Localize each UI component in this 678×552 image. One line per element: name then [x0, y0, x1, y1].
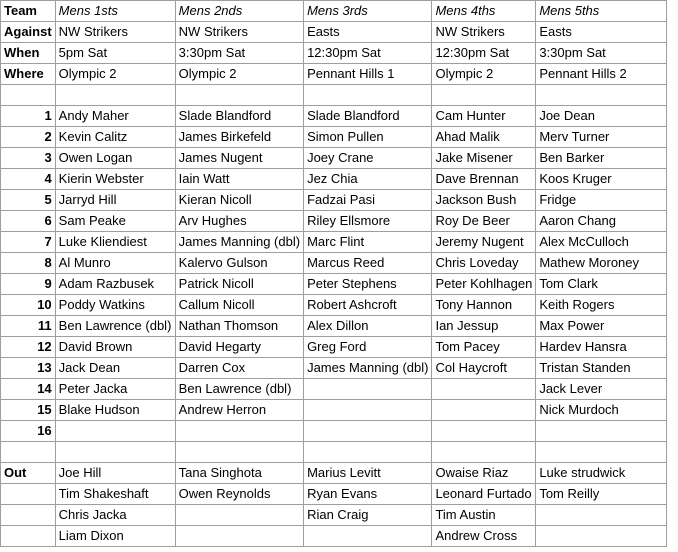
out-row [1, 526, 667, 547]
roster-row [1, 295, 667, 316]
empty-cell[interactable] [432, 442, 536, 463]
player-cell[interactable] [175, 421, 303, 442]
roster-row [1, 421, 667, 442]
player-cell[interactable]: Greg Ford [304, 337, 432, 358]
player-cell[interactable]: Iain Watt [175, 169, 303, 190]
out-player-cell[interactable]: Tim Austin [432, 505, 536, 526]
player-number-cell[interactable]: 4 [1, 169, 56, 190]
player-cell[interactable]: Slade Blandford [304, 106, 432, 127]
player-number-cell[interactable]: 14 [1, 379, 56, 400]
when-cell[interactable]: 12:30pm Sat [432, 43, 536, 64]
player-cell[interactable]: Joe Dean [536, 106, 667, 127]
out-player-cell[interactable] [536, 526, 667, 547]
out-player-cell[interactable] [175, 526, 303, 547]
where-cell[interactable]: Olympic 2 [175, 64, 303, 85]
empty-cell[interactable] [304, 85, 432, 106]
roster-row [1, 379, 667, 400]
out-player-cell[interactable]: Andrew Cross [432, 526, 536, 547]
roster-row [1, 148, 667, 169]
player-cell[interactable]: Nick Murdoch [536, 400, 667, 421]
when-cell[interactable]: 5pm Sat [55, 43, 175, 64]
player-cell[interactable] [304, 379, 432, 400]
empty-cell[interactable] [55, 442, 175, 463]
out-player-cell[interactable]: Owaise Riaz [432, 463, 536, 484]
where-label-cell[interactable]: Where [1, 64, 56, 85]
player-cell[interactable]: Marcus Reed [304, 253, 432, 274]
player-cell[interactable] [432, 400, 536, 421]
player-cell[interactable]: Jack Lever [536, 379, 667, 400]
player-cell[interactable]: Jez Chia [304, 169, 432, 190]
player-number-cell[interactable]: 11 [1, 316, 56, 337]
player-cell[interactable]: Merv Turner [536, 127, 667, 148]
roster-row [1, 127, 667, 148]
player-cell[interactable]: Mathew Moroney [536, 253, 667, 274]
player-cell[interactable]: Aaron Chang [536, 211, 667, 232]
player-cell[interactable]: Luke Kliendiest [55, 232, 175, 253]
when-label-cell[interactable]: When [1, 43, 56, 64]
out-player-cell[interactable] [175, 505, 303, 526]
team-label-cell[interactable]: Team [1, 1, 56, 22]
blank-row [1, 442, 667, 463]
player-cell[interactable]: Ben Lawrence (dbl) [175, 379, 303, 400]
out-row [1, 484, 667, 505]
roster-row [1, 274, 667, 295]
player-cell[interactable]: Blake Hudson [55, 400, 175, 421]
player-cell[interactable]: Peter Kohlhagen [432, 274, 536, 295]
roster-row [1, 169, 667, 190]
empty-cell[interactable] [1, 442, 56, 463]
player-cell[interactable]: Callum Nicoll [175, 295, 303, 316]
player-cell[interactable]: Slade Blandford [175, 106, 303, 127]
roster-row [1, 190, 667, 211]
empty-cell[interactable] [432, 85, 536, 106]
player-cell[interactable]: James Manning (dbl) [304, 358, 432, 379]
player-cell[interactable]: James Nugent [175, 148, 303, 169]
player-number-cell[interactable]: 8 [1, 253, 56, 274]
player-cell[interactable]: Robert Ashcroft [304, 295, 432, 316]
against-label-cell[interactable]: Against [1, 22, 56, 43]
where-cell[interactable]: Pennant Hills 2 [536, 64, 667, 85]
roster-row [1, 211, 667, 232]
empty-cell[interactable] [1, 526, 56, 547]
player-cell[interactable]: David Hegarty [175, 337, 303, 358]
when-row [1, 43, 667, 64]
player-number-cell[interactable]: 5 [1, 190, 56, 211]
player-number-cell[interactable]: 7 [1, 232, 56, 253]
where-cell[interactable]: Olympic 2 [432, 64, 536, 85]
player-cell[interactable] [304, 421, 432, 442]
out-label-cell[interactable]: Out [1, 463, 56, 484]
out-player-cell[interactable]: Chris Jacka [55, 505, 175, 526]
empty-cell[interactable] [536, 85, 667, 106]
player-cell[interactable] [55, 421, 175, 442]
player-cell[interactable]: Ahad Malik [432, 127, 536, 148]
when-cell[interactable]: 3:30pm Sat [536, 43, 667, 64]
roster-row [1, 316, 667, 337]
player-cell[interactable]: Jake Misener [432, 148, 536, 169]
against-cell[interactable]: Easts [304, 22, 432, 43]
player-cell[interactable]: Kieran Nicoll [175, 190, 303, 211]
player-cell[interactable]: James Manning (dbl) [175, 232, 303, 253]
player-cell[interactable]: Ben Lawrence (dbl) [55, 316, 175, 337]
player-cell[interactable]: Kevin Calitz [55, 127, 175, 148]
player-cell[interactable]: Arv Hughes [175, 211, 303, 232]
where-row [1, 64, 667, 85]
against-cell[interactable]: NW Strikers [55, 22, 175, 43]
roster-row [1, 358, 667, 379]
team-name-cell[interactable]: Mens 3rds [304, 1, 432, 22]
roster-row [1, 400, 667, 421]
empty-cell[interactable] [1, 484, 56, 505]
player-cell[interactable]: Peter Jacka [55, 379, 175, 400]
player-number-cell[interactable]: 3 [1, 148, 56, 169]
when-cell[interactable]: 3:30pm Sat [175, 43, 303, 64]
player-cell[interactable]: Alex Dillon [304, 316, 432, 337]
player-cell[interactable]: Col Haycroft [432, 358, 536, 379]
player-cell[interactable]: Hardev Hansra [536, 337, 667, 358]
roster-row [1, 337, 667, 358]
where-cell[interactable]: Pennant Hills 1 [304, 64, 432, 85]
player-number-cell[interactable]: 15 [1, 400, 56, 421]
out-row [1, 463, 667, 484]
team-row [1, 1, 667, 22]
player-cell[interactable]: Fadzai Pasi [304, 190, 432, 211]
player-cell[interactable]: Keith Rogers [536, 295, 667, 316]
player-cell[interactable]: James Birkefeld [175, 127, 303, 148]
out-player-cell[interactable]: Luke strudwick [536, 463, 667, 484]
player-number-cell[interactable]: 6 [1, 211, 56, 232]
player-cell[interactable]: Darren Cox [175, 358, 303, 379]
player-number-cell[interactable]: 9 [1, 274, 56, 295]
empty-cell[interactable] [175, 442, 303, 463]
player-number-cell[interactable]: 16 [1, 421, 56, 442]
out-player-cell[interactable]: Rian Craig [304, 505, 432, 526]
player-cell[interactable]: Fridge [536, 190, 667, 211]
player-cell[interactable] [432, 421, 536, 442]
player-cell[interactable]: Ian Jessup [432, 316, 536, 337]
out-player-cell[interactable]: Leonard Furtado [432, 484, 536, 505]
player-cell[interactable] [536, 421, 667, 442]
player-cell[interactable]: Andrew Herron [175, 400, 303, 421]
player-number-cell[interactable]: 1 [1, 106, 56, 127]
player-cell[interactable]: Al Munro [55, 253, 175, 274]
against-cell[interactable]: Easts [536, 22, 667, 43]
player-cell[interactable]: Simon Pullen [304, 127, 432, 148]
team-sheet-body [1, 1, 667, 547]
player-cell[interactable]: Marc Flint [304, 232, 432, 253]
player-cell[interactable]: Tristan Standen [536, 358, 667, 379]
out-player-cell[interactable]: Liam Dixon [55, 526, 175, 547]
player-cell[interactable]: Dave Brennan [432, 169, 536, 190]
against-row [1, 22, 667, 43]
player-cell[interactable]: Alex McCulloch [536, 232, 667, 253]
player-cell[interactable]: Owen Logan [55, 148, 175, 169]
player-cell[interactable]: Kalervo Gulson [175, 253, 303, 274]
player-cell[interactable]: Tom Pacey [432, 337, 536, 358]
roster-row [1, 232, 667, 253]
team-name-cell[interactable]: Mens 5ths [536, 1, 667, 22]
empty-cell[interactable] [536, 442, 667, 463]
out-player-cell[interactable]: Tom Reilly [536, 484, 667, 505]
player-cell[interactable]: Tom Clark [536, 274, 667, 295]
player-cell[interactable]: Jeremy Nugent [432, 232, 536, 253]
when-cell[interactable]: 12:30pm Sat [304, 43, 432, 64]
player-cell[interactable] [304, 400, 432, 421]
player-number-cell[interactable]: 12 [1, 337, 56, 358]
out-row [1, 505, 667, 526]
player-cell[interactable]: Jarryd Hill [55, 190, 175, 211]
player-cell[interactable]: Chris Loveday [432, 253, 536, 274]
player-number-cell[interactable]: 13 [1, 358, 56, 379]
out-player-cell[interactable] [536, 505, 667, 526]
empty-cell[interactable] [175, 85, 303, 106]
player-cell[interactable]: Adam Razbusek [55, 274, 175, 295]
out-player-cell[interactable]: Tim Shakeshaft [55, 484, 175, 505]
player-number-cell[interactable]: 2 [1, 127, 56, 148]
out-player-cell[interactable]: Ryan Evans [304, 484, 432, 505]
out-player-cell[interactable]: Marius Levitt [304, 463, 432, 484]
empty-cell[interactable] [55, 85, 175, 106]
team-name-cell[interactable]: Mens 2nds [175, 1, 303, 22]
player-cell[interactable]: Andy Maher [55, 106, 175, 127]
roster-row [1, 106, 667, 127]
player-cell[interactable]: Jack Dean [55, 358, 175, 379]
out-player-cell[interactable] [304, 526, 432, 547]
out-player-cell[interactable]: Tana Singhota [175, 463, 303, 484]
player-cell[interactable]: Tony Hannon [432, 295, 536, 316]
player-cell[interactable]: Sam Peake [55, 211, 175, 232]
against-cell[interactable]: NW Strikers [175, 22, 303, 43]
out-player-cell[interactable]: Joe Hill [55, 463, 175, 484]
player-cell[interactable]: Kierin Webster [55, 169, 175, 190]
player-cell[interactable]: Joey Crane [304, 148, 432, 169]
player-cell[interactable]: Patrick Nicoll [175, 274, 303, 295]
player-cell[interactable]: Ben Barker [536, 148, 667, 169]
player-cell[interactable]: Peter Stephens [304, 274, 432, 295]
player-cell[interactable]: Poddy Watkins [55, 295, 175, 316]
blank-row [1, 85, 667, 106]
player-cell[interactable]: David Brown [55, 337, 175, 358]
empty-cell[interactable] [1, 505, 56, 526]
out-player-cell[interactable]: Owen Reynolds [175, 484, 303, 505]
roster-row [1, 253, 667, 274]
player-cell[interactable] [432, 379, 536, 400]
player-cell[interactable]: Roy De Beer [432, 211, 536, 232]
player-cell[interactable]: Nathan Thomson [175, 316, 303, 337]
where-cell[interactable]: Olympic 2 [55, 64, 175, 85]
player-number-cell[interactable]: 10 [1, 295, 56, 316]
player-cell[interactable]: Jackson Bush [432, 190, 536, 211]
player-cell[interactable]: Cam Hunter [432, 106, 536, 127]
empty-cell[interactable] [1, 85, 56, 106]
team-name-cell[interactable]: Mens 1sts [55, 1, 175, 22]
player-cell[interactable]: Riley Ellsmore [304, 211, 432, 232]
team-name-cell[interactable]: Mens 4ths [432, 1, 536, 22]
player-cell[interactable]: Max Power [536, 316, 667, 337]
against-cell[interactable]: NW Strikers [432, 22, 536, 43]
player-cell[interactable]: Koos Kruger [536, 169, 667, 190]
empty-cell[interactable] [304, 442, 432, 463]
